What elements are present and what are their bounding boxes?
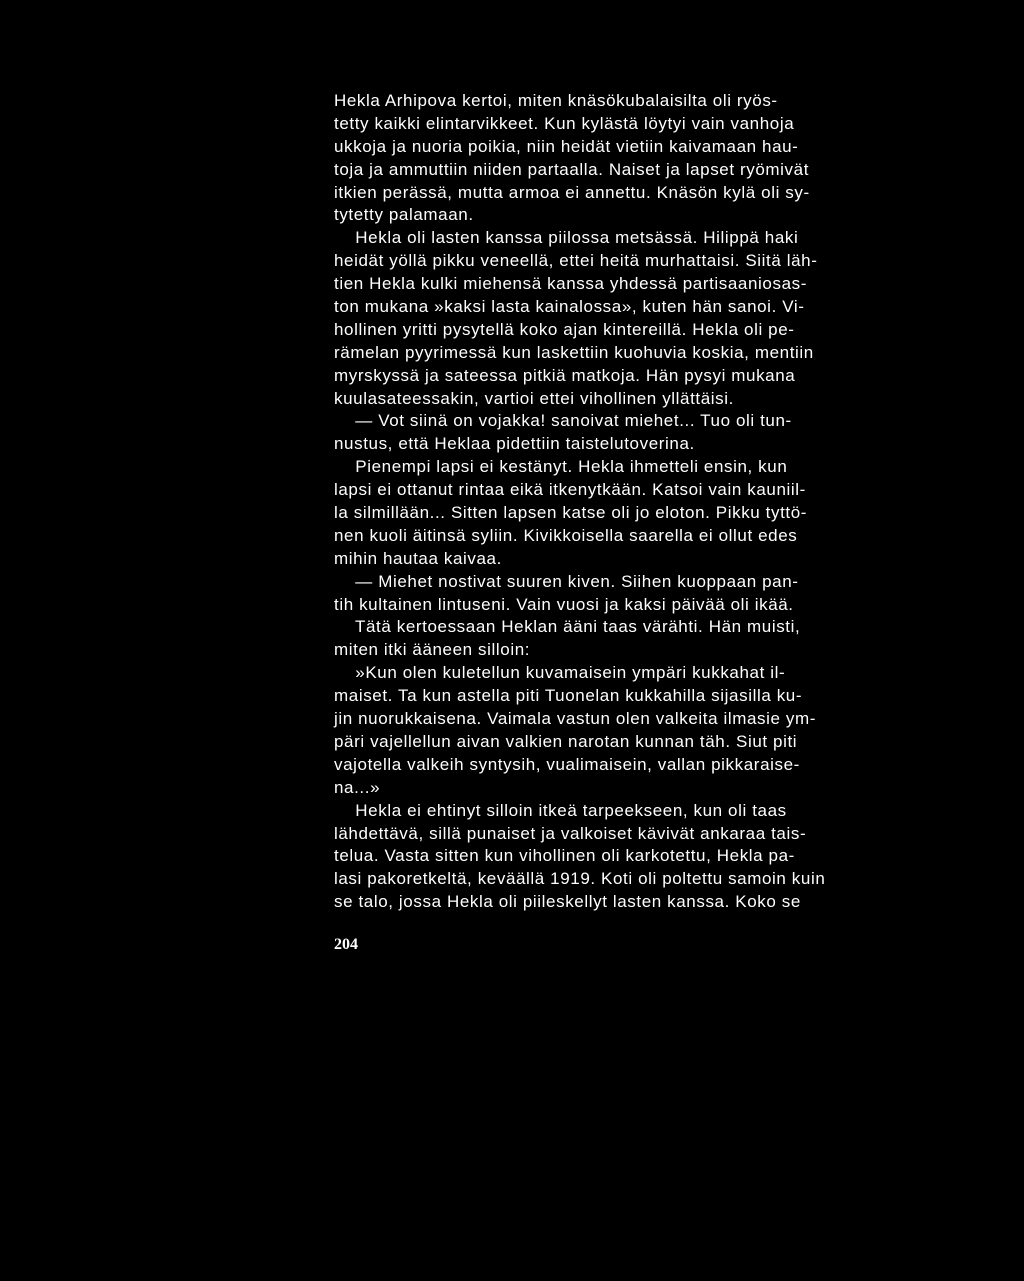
text-line: mihin hautaa kaivaa. bbox=[334, 548, 502, 568]
text-line: Hekla ei ehtinyt silloin itkeä tarpeekseen, kun oli taas bbox=[334, 800, 787, 820]
text-line: myrskyssä ja sateessa pitkiä matkoja. Hän pysyi mukana bbox=[334, 365, 796, 385]
text-line: tih kultainen lintuseni. Vain vuosi ja kaksi päivää oli ikää. bbox=[334, 594, 794, 614]
text-line: la silmillään... Sitten lapsen katse oli jo eloton. Pikku tyttö- bbox=[334, 503, 808, 523]
text-line: telua. Vasta sitten kun vihollinen oli karkotettu, Hekla pa- bbox=[334, 846, 795, 866]
text-line: rämelan pyyrimessä kun laskettiin kuohuvia koskia, mentiin bbox=[334, 342, 814, 362]
text-line: päri vajellellun aivan valkien narotan kunnan täh. Siut piti bbox=[334, 731, 798, 751]
page-number: 204 bbox=[334, 936, 358, 953]
text-line: se talo, jossa Hekla oli piileskellyt lasten kanssa. Koko se bbox=[334, 892, 801, 912]
text-line: na...» bbox=[334, 777, 381, 797]
text-line: lapsi ei ottanut rintaa eikä itkenytkään. Katsoi vain kauniil- bbox=[334, 480, 806, 500]
text-line: nustus, että Heklaa pidettiin taistelutoverina. bbox=[334, 434, 695, 454]
text-line: Pienempi lapsi ei kestänyt. Hekla ihmetteli ensin, kun bbox=[334, 457, 788, 477]
text-line: ton mukana »kaksi lasta kainalossa», kuten hän sanoi. Vi- bbox=[334, 297, 805, 317]
text-line: ukkoja ja nuoria poikia, niin heidät vietiin kaivamaan hau- bbox=[334, 136, 799, 156]
text-line: maiset. Ta kun astella piti Tuonelan kukkahilla sijasilla ku- bbox=[334, 686, 803, 706]
text-line: miten itki ääneen silloin: bbox=[334, 640, 531, 660]
text-line: — Vot siinä on vojakka! sanoivat miehet... Tuo oli tun- bbox=[334, 411, 792, 431]
text-line: Hekla oli lasten kanssa piilossa metsässä. Hilippä haki bbox=[334, 228, 799, 248]
text-line: »Kun olen kuletellun kuvamaisein ympäri kukkahat il- bbox=[334, 663, 786, 683]
text-line: tien Hekla kulki miehensä kanssa yhdessä partisaaniosas- bbox=[334, 274, 807, 294]
text-line: kuulasateessakin, vartioi ettei vihollinen yllättäisi. bbox=[334, 388, 734, 408]
text-line: nen kuoli äitinsä syliin. Kivikkoisella saarella ei ollut edes bbox=[334, 525, 798, 545]
text-line: — Miehet nostivat suuren kiven. Siihen kuoppaan pan- bbox=[334, 571, 799, 591]
text-line: Hekla Arhipova kertoi, miten knäsökubalaisilta oli ryös- bbox=[334, 91, 778, 110]
text-line: Tätä kertoessaan Heklan ääni taas värähti. Hän muisti, bbox=[334, 617, 801, 637]
text-line: lasi pakoretkeltä, keväällä 1919. Koti oli poltettu samoin kuin bbox=[334, 869, 826, 889]
text-line: lähdettävä, sillä punaiset ja valkoiset kävivät ankaraa tais- bbox=[334, 823, 807, 843]
text-line: jin nuorukkaisena. Vaimala vastun olen valkeita ilmasie ym- bbox=[334, 709, 817, 729]
text-line: tytetty palamaan. bbox=[334, 205, 474, 225]
text-line: tetty kaikki elintarvikkeet. Kun kylästä löytyi vain vanhoja bbox=[334, 113, 795, 133]
body-text bbox=[334, 90, 960, 914]
text-line: heidät yöllä pikku veneellä, ettei heitä murhattaisi. Siitä läh- bbox=[334, 251, 818, 271]
text-line: toja ja ammuttiin niiden partaalla. Naiset ja lapset ryömivät bbox=[334, 159, 810, 179]
text-line: itkien perässä, mutta armoa ei annettu. Knäsön kylä oli sy- bbox=[334, 182, 810, 202]
text-line: vajotella valkeih syntysih, vualimaisein, vallan pikkaraise- bbox=[334, 754, 800, 774]
text-line: hollinen yritti pysytellä koko ajan kintereillä. Hekla oli pe- bbox=[334, 319, 795, 339]
